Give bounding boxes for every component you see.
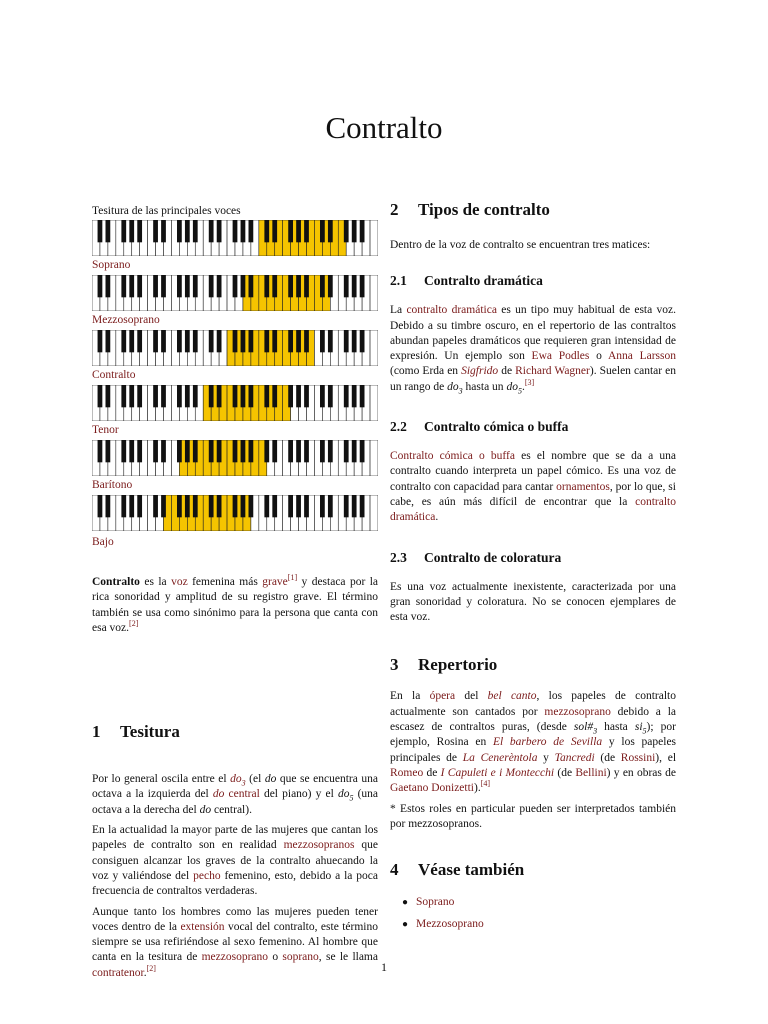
black-key xyxy=(121,495,126,517)
intro-paragraph xyxy=(92,575,378,636)
black-key xyxy=(121,275,126,297)
subsection-title: Contralto cómica o buffa xyxy=(424,419,569,435)
see-also-list xyxy=(390,896,676,930)
link-tancredi[interactable]: Tancredi xyxy=(554,751,595,764)
black-key xyxy=(217,275,222,297)
link-contralto-comica[interactable]: Contralto cómica o buffa xyxy=(390,450,515,463)
keyboard-mezzosoprano xyxy=(92,275,378,311)
citation-4[interactable]: [4] xyxy=(480,779,491,789)
black-key xyxy=(161,385,166,407)
link-capuleti[interactable]: I Capuleti e i Montecchi xyxy=(440,766,555,779)
black-key xyxy=(264,330,269,352)
black-key xyxy=(193,330,198,352)
keyboard-bajo xyxy=(92,495,378,531)
section-3-heading xyxy=(390,655,676,675)
text: Por lo general oscila entre el xyxy=(92,773,231,786)
black-key xyxy=(360,440,365,462)
text: del xyxy=(455,690,488,703)
black-key xyxy=(209,440,214,462)
link-bellini[interactable]: Bellini xyxy=(575,766,607,779)
keyboard-contralto xyxy=(92,330,378,366)
tesitura-paragraph-1 xyxy=(92,772,378,818)
black-key xyxy=(193,385,198,407)
link-romeo[interactable]: Romeo xyxy=(390,766,424,779)
section-number: 2 xyxy=(390,200,399,219)
black-key xyxy=(106,440,111,462)
text: o xyxy=(268,951,283,964)
black-key xyxy=(296,275,301,297)
link-mezzosoprano[interactable]: mezzosoprano xyxy=(544,705,611,718)
black-key xyxy=(129,385,134,407)
text: ). Suelen cantar en un rango de xyxy=(390,365,676,393)
black-key xyxy=(137,275,142,297)
section-number: 3 xyxy=(390,655,399,675)
white-key xyxy=(370,440,378,476)
black-key xyxy=(106,220,111,242)
intro-term: Contralto xyxy=(92,576,140,588)
page-title: Contralto xyxy=(325,110,443,145)
black-key xyxy=(177,495,182,517)
coloratura-paragraph: Es una voz actualmente inexistente, caracterizada por una gran sonoridad y coloratura. No se conocen ejemplares de esta voz. xyxy=(390,580,676,624)
link-contralto-dramatica[interactable]: contralto dramática xyxy=(406,304,497,317)
link-contratenor[interactable]: contratenor xyxy=(92,966,144,979)
text: de xyxy=(498,365,516,378)
citation-2[interactable]: [2] xyxy=(146,963,156,973)
link-richard-wagner[interactable]: Richard Wagner xyxy=(515,365,590,378)
black-key xyxy=(161,440,166,462)
black-key xyxy=(241,275,246,297)
black-key xyxy=(288,440,293,462)
voice-label[interactable]: Tenor xyxy=(92,424,119,436)
text: es un tipo muy habitual de esta voz. Debido a su timbre oscuro, en el repertorio de las contraltos abundan papeles dramáticos que requieren gran intensidad de expresión. Un ejemplo son xyxy=(390,304,676,363)
tesitura-paragraph-2 xyxy=(92,823,378,899)
black-key xyxy=(137,385,142,407)
keyboard-baritono xyxy=(92,440,378,476)
black-key xyxy=(106,275,111,297)
text: La xyxy=(390,304,407,317)
text: hasta xyxy=(597,721,635,734)
black-key xyxy=(193,440,198,462)
subsection-2-3-heading xyxy=(390,550,676,566)
black-key xyxy=(296,385,301,407)
black-key xyxy=(249,330,254,352)
page-number: 1 xyxy=(381,960,387,974)
text: (como Erda en xyxy=(390,365,462,378)
black-key xyxy=(241,440,246,462)
link-voz[interactable]: voz xyxy=(171,576,188,588)
citation-2[interactable]: [2] xyxy=(129,619,139,629)
voice-label[interactable]: Contralto xyxy=(92,369,136,381)
section-4-heading xyxy=(390,860,676,880)
black-key xyxy=(360,385,365,407)
black-key xyxy=(249,220,254,242)
black-key xyxy=(272,495,277,517)
black-key xyxy=(328,440,333,462)
black-key xyxy=(352,495,357,517)
black-key xyxy=(129,330,134,352)
black-key xyxy=(185,220,190,242)
text: ) y en obras de xyxy=(606,766,677,779)
black-key xyxy=(328,495,333,517)
black-key xyxy=(209,220,214,242)
link-bel-canto[interactable]: bel canto xyxy=(487,690,537,703)
keyboard-tenor xyxy=(92,385,378,421)
text: y xyxy=(537,751,555,764)
black-key xyxy=(320,275,325,297)
black-key xyxy=(320,330,325,352)
black-key xyxy=(217,385,222,407)
black-key xyxy=(352,275,357,297)
subsection-number: 2.1 xyxy=(390,273,407,289)
black-key xyxy=(272,385,277,407)
black-key xyxy=(272,440,277,462)
black-key xyxy=(304,330,309,352)
black-key xyxy=(304,220,309,242)
black-key xyxy=(121,385,126,407)
link-ewa-podles[interactable]: Ewa Podles xyxy=(531,350,590,363)
black-key xyxy=(360,275,365,297)
black-key xyxy=(304,385,309,407)
text: del piano) y el xyxy=(259,788,338,801)
section-2-heading xyxy=(390,200,676,220)
black-key xyxy=(328,385,333,407)
note-do5: $do_5$ xyxy=(337,788,354,803)
black-key xyxy=(233,385,238,407)
white-key xyxy=(370,495,378,531)
black-key xyxy=(320,220,325,242)
black-key xyxy=(129,440,134,462)
black-key xyxy=(137,440,142,462)
black-key xyxy=(249,385,254,407)
note-do5: $do_5$ xyxy=(506,380,522,396)
text: o xyxy=(589,350,608,363)
text: . xyxy=(521,380,525,393)
black-key xyxy=(249,495,254,517)
link-mezzosopranos[interactable]: mezzosopranos xyxy=(283,839,355,852)
section-1-heading xyxy=(92,722,378,742)
black-key xyxy=(360,220,365,242)
black-key xyxy=(233,330,238,352)
black-key xyxy=(264,495,269,517)
subsection-number: 2.3 xyxy=(390,549,407,565)
link-contralto-dramatica[interactable]: contralto dramática xyxy=(390,495,676,524)
black-key xyxy=(121,440,126,462)
citation-3[interactable]: [3] xyxy=(524,377,535,387)
keyboard-soprano xyxy=(92,220,378,256)
black-key xyxy=(177,275,182,297)
text: es el nombre que se da a una contralto cuando interpreta un papel cómico. Es una voz de contralto con capacidad para cantar xyxy=(390,450,676,493)
left-column xyxy=(92,200,378,981)
black-key xyxy=(320,440,325,462)
link-central[interactable]: central xyxy=(228,788,260,801)
text: Aunque tanto los hombres como las mujeres pueden tener voces dentro de la xyxy=(92,905,378,933)
black-key xyxy=(241,495,246,517)
black-key xyxy=(304,275,309,297)
black-key xyxy=(106,495,111,517)
text: (una octava a la derecha del xyxy=(92,788,379,816)
black-key xyxy=(161,220,166,242)
black-key xyxy=(352,385,357,407)
black-key xyxy=(217,220,222,242)
link-mezzosoprano[interactable]: Mezzosoprano xyxy=(416,918,484,931)
black-key xyxy=(106,330,111,352)
black-key xyxy=(344,330,349,352)
text: , se le llama xyxy=(318,951,378,964)
black-key xyxy=(185,385,190,407)
voice-label[interactable]: Soprano xyxy=(92,259,131,271)
black-key xyxy=(217,330,222,352)
black-key xyxy=(153,385,158,407)
black-key xyxy=(177,220,182,242)
subsection-title: Contralto dramática xyxy=(424,273,543,289)
black-key xyxy=(153,220,158,242)
text: En la actualidad la mayor parte de las mujeres que cantan los papeles de contralto son en realidad xyxy=(92,824,378,852)
text: (de xyxy=(594,751,621,764)
black-key xyxy=(129,495,134,517)
black-key xyxy=(304,440,309,462)
voice-label[interactable]: Bajo xyxy=(92,536,114,548)
black-key xyxy=(344,440,349,462)
white-key xyxy=(370,330,378,366)
black-key xyxy=(328,275,333,297)
link-donizetti[interactable]: Gaetano Donizetti xyxy=(390,782,474,795)
black-key xyxy=(177,330,182,352)
text: (el xyxy=(245,773,265,786)
text: que se encuentra una octava a la izquierda del xyxy=(92,773,378,801)
black-key xyxy=(360,495,365,517)
text: vocal del contralto, este término siempre se usa refiriéndose al sexo femenino. Al hombre que canta en la tesitura de xyxy=(92,920,379,964)
subsection-number: 2.2 xyxy=(390,419,407,435)
text: femenina más xyxy=(187,576,263,588)
black-key xyxy=(209,495,214,517)
black-key xyxy=(288,385,293,407)
black-key xyxy=(264,275,269,297)
link-sigfrido[interactable]: Sigfrido xyxy=(461,365,499,378)
repertorio-paragraph xyxy=(390,689,676,796)
text: que consiguen alcanzar los graves de la contralto ahuecando la voz y valiéndose del xyxy=(92,839,379,882)
black-key xyxy=(217,440,222,462)
black-key xyxy=(137,330,142,352)
note-do3: $do_3$ xyxy=(447,380,463,396)
black-key xyxy=(233,275,238,297)
section-title: Repertorio xyxy=(418,655,498,675)
black-key xyxy=(153,330,158,352)
black-key xyxy=(249,275,254,297)
section-number: 4 xyxy=(390,860,399,880)
black-key xyxy=(264,385,269,407)
buffa-paragraph xyxy=(390,449,676,525)
black-key xyxy=(161,275,166,297)
black-key xyxy=(98,275,103,297)
black-key xyxy=(320,495,325,517)
list-item xyxy=(390,896,676,908)
link-cenerentola[interactable]: La Cenerèntola xyxy=(462,751,538,764)
black-key xyxy=(98,385,103,407)
black-key xyxy=(153,275,158,297)
black-key xyxy=(352,220,357,242)
section-number: 1 xyxy=(92,722,101,742)
black-key xyxy=(344,385,349,407)
link-extension[interactable]: extensión xyxy=(180,920,225,933)
link-do-central[interactable]: do xyxy=(212,788,225,801)
black-key xyxy=(137,495,142,517)
black-key xyxy=(153,495,158,517)
text: . xyxy=(435,511,439,524)
black-key xyxy=(328,220,333,242)
black-key xyxy=(129,275,134,297)
black-key xyxy=(193,275,198,297)
text: , por lo que, si cabe, es aún más difícil de encontrar que la xyxy=(390,480,676,508)
black-key xyxy=(304,495,309,517)
text: debido a la escasez de contraltos puras, (desde xyxy=(390,705,677,734)
black-key xyxy=(185,275,190,297)
white-key xyxy=(370,220,378,256)
text: . xyxy=(143,966,147,979)
text: y los papeles principales de xyxy=(390,736,677,764)
section-title: Véase también xyxy=(418,860,525,880)
tipos-intro: Dentro de la voz de contralto se encuentran tres matices: xyxy=(390,239,651,251)
section-title: Tesitura xyxy=(120,722,180,742)
black-key xyxy=(209,330,214,352)
text: ), el xyxy=(655,751,677,764)
link-mezzosoprano[interactable]: mezzosoprano xyxy=(201,951,269,964)
note-si5: $si_5$ xyxy=(634,721,647,736)
black-key xyxy=(344,495,349,517)
black-key xyxy=(121,220,126,242)
text: ); por ejemplo, Rosina en xyxy=(390,721,676,749)
black-key xyxy=(177,440,182,462)
black-key xyxy=(360,330,365,352)
link-opera[interactable]: ópera xyxy=(429,690,456,703)
keyboard-caption: Tesitura de las principales voces xyxy=(92,205,241,217)
link-barbero[interactable]: El barbero de Sevilla xyxy=(492,736,603,749)
text: ). xyxy=(473,782,481,795)
black-key xyxy=(272,220,277,242)
black-key xyxy=(106,385,111,407)
text: (de xyxy=(554,766,576,779)
black-key xyxy=(98,220,103,242)
right-column xyxy=(390,200,676,930)
black-key xyxy=(98,440,103,462)
black-key xyxy=(121,330,126,352)
subsection-2-2-heading xyxy=(390,419,676,435)
black-key xyxy=(288,220,293,242)
black-key xyxy=(352,330,357,352)
black-key xyxy=(137,220,142,242)
text: y destaca por la rica sonoridad y amplitud de su registro grave. El término también se usa como sinónimo para la persona que canta con esa voz. xyxy=(92,576,378,634)
black-key xyxy=(193,220,198,242)
link-do3[interactable]: $do_3$ xyxy=(230,773,246,788)
black-key xyxy=(193,495,198,517)
citation-1[interactable]: [1] xyxy=(287,573,298,583)
black-key xyxy=(344,275,349,297)
black-key xyxy=(241,220,246,242)
black-key xyxy=(233,495,238,517)
link-ornamentos[interactable]: ornamentos xyxy=(556,480,610,493)
black-key xyxy=(129,220,134,242)
black-key xyxy=(177,385,182,407)
black-key xyxy=(249,440,254,462)
subsection-2-1-heading xyxy=(390,273,676,289)
black-key xyxy=(264,440,269,462)
text: es la xyxy=(139,576,172,588)
black-key xyxy=(153,440,158,462)
white-key xyxy=(370,275,378,311)
black-key xyxy=(217,495,222,517)
link-pecho[interactable]: pecho xyxy=(193,869,221,882)
text: En la xyxy=(390,690,430,703)
black-key xyxy=(233,220,238,242)
black-key xyxy=(288,330,293,352)
black-key xyxy=(233,440,238,462)
subsection-title: Contralto de coloratura xyxy=(424,549,562,565)
black-key xyxy=(288,275,293,297)
text: central). xyxy=(211,803,252,816)
white-key xyxy=(370,385,378,421)
section-title: Tipos de contralto xyxy=(418,200,550,219)
black-key xyxy=(320,385,325,407)
voice-label[interactable]: Mezzosoprano xyxy=(92,314,160,326)
black-key xyxy=(296,220,301,242)
black-key xyxy=(344,220,349,242)
black-key xyxy=(288,495,293,517)
list-item xyxy=(390,918,676,930)
text: hasta un xyxy=(462,380,507,393)
link-anna-larsson[interactable]: Anna Larsson xyxy=(607,350,676,363)
text: do xyxy=(264,773,277,786)
black-key xyxy=(98,495,103,517)
black-key xyxy=(209,275,214,297)
black-key xyxy=(296,330,301,352)
black-key xyxy=(161,330,166,352)
black-key xyxy=(296,495,301,517)
link-soprano[interactable]: Soprano xyxy=(416,896,455,909)
note-sol3: $sol\#_3$ xyxy=(573,721,598,736)
text: do xyxy=(199,803,212,816)
black-key xyxy=(272,275,277,297)
voice-range-figure xyxy=(92,220,378,549)
text: de xyxy=(423,766,441,779)
black-key xyxy=(185,330,190,352)
black-key xyxy=(161,495,166,517)
black-key xyxy=(272,330,277,352)
dramatica-paragraph xyxy=(390,303,676,395)
black-key xyxy=(352,440,357,462)
black-key xyxy=(241,330,246,352)
bullet-icon: ● xyxy=(402,896,409,908)
voice-label[interactable]: Barítono xyxy=(92,479,133,491)
black-key xyxy=(328,330,333,352)
link-grave[interactable]: grave xyxy=(262,576,288,588)
black-key xyxy=(264,220,269,242)
bullet-icon: ● xyxy=(402,918,409,930)
text: femenino, esto, debido a la poca frecuencia de contraltos verdaderas. xyxy=(92,869,378,898)
link-soprano[interactable]: soprano xyxy=(282,951,319,964)
black-key xyxy=(209,385,214,407)
black-key xyxy=(185,495,190,517)
black-key xyxy=(296,440,301,462)
text: , los papeles de contralto actualmente son cantados por xyxy=(390,690,676,718)
black-key xyxy=(241,385,246,407)
link-rossini[interactable]: Rossini xyxy=(620,751,656,764)
black-key xyxy=(185,440,190,462)
repertorio-note: * Estos roles en particular pueden ser interpretados también por mezzosopranos. xyxy=(390,802,676,830)
black-key xyxy=(98,330,103,352)
